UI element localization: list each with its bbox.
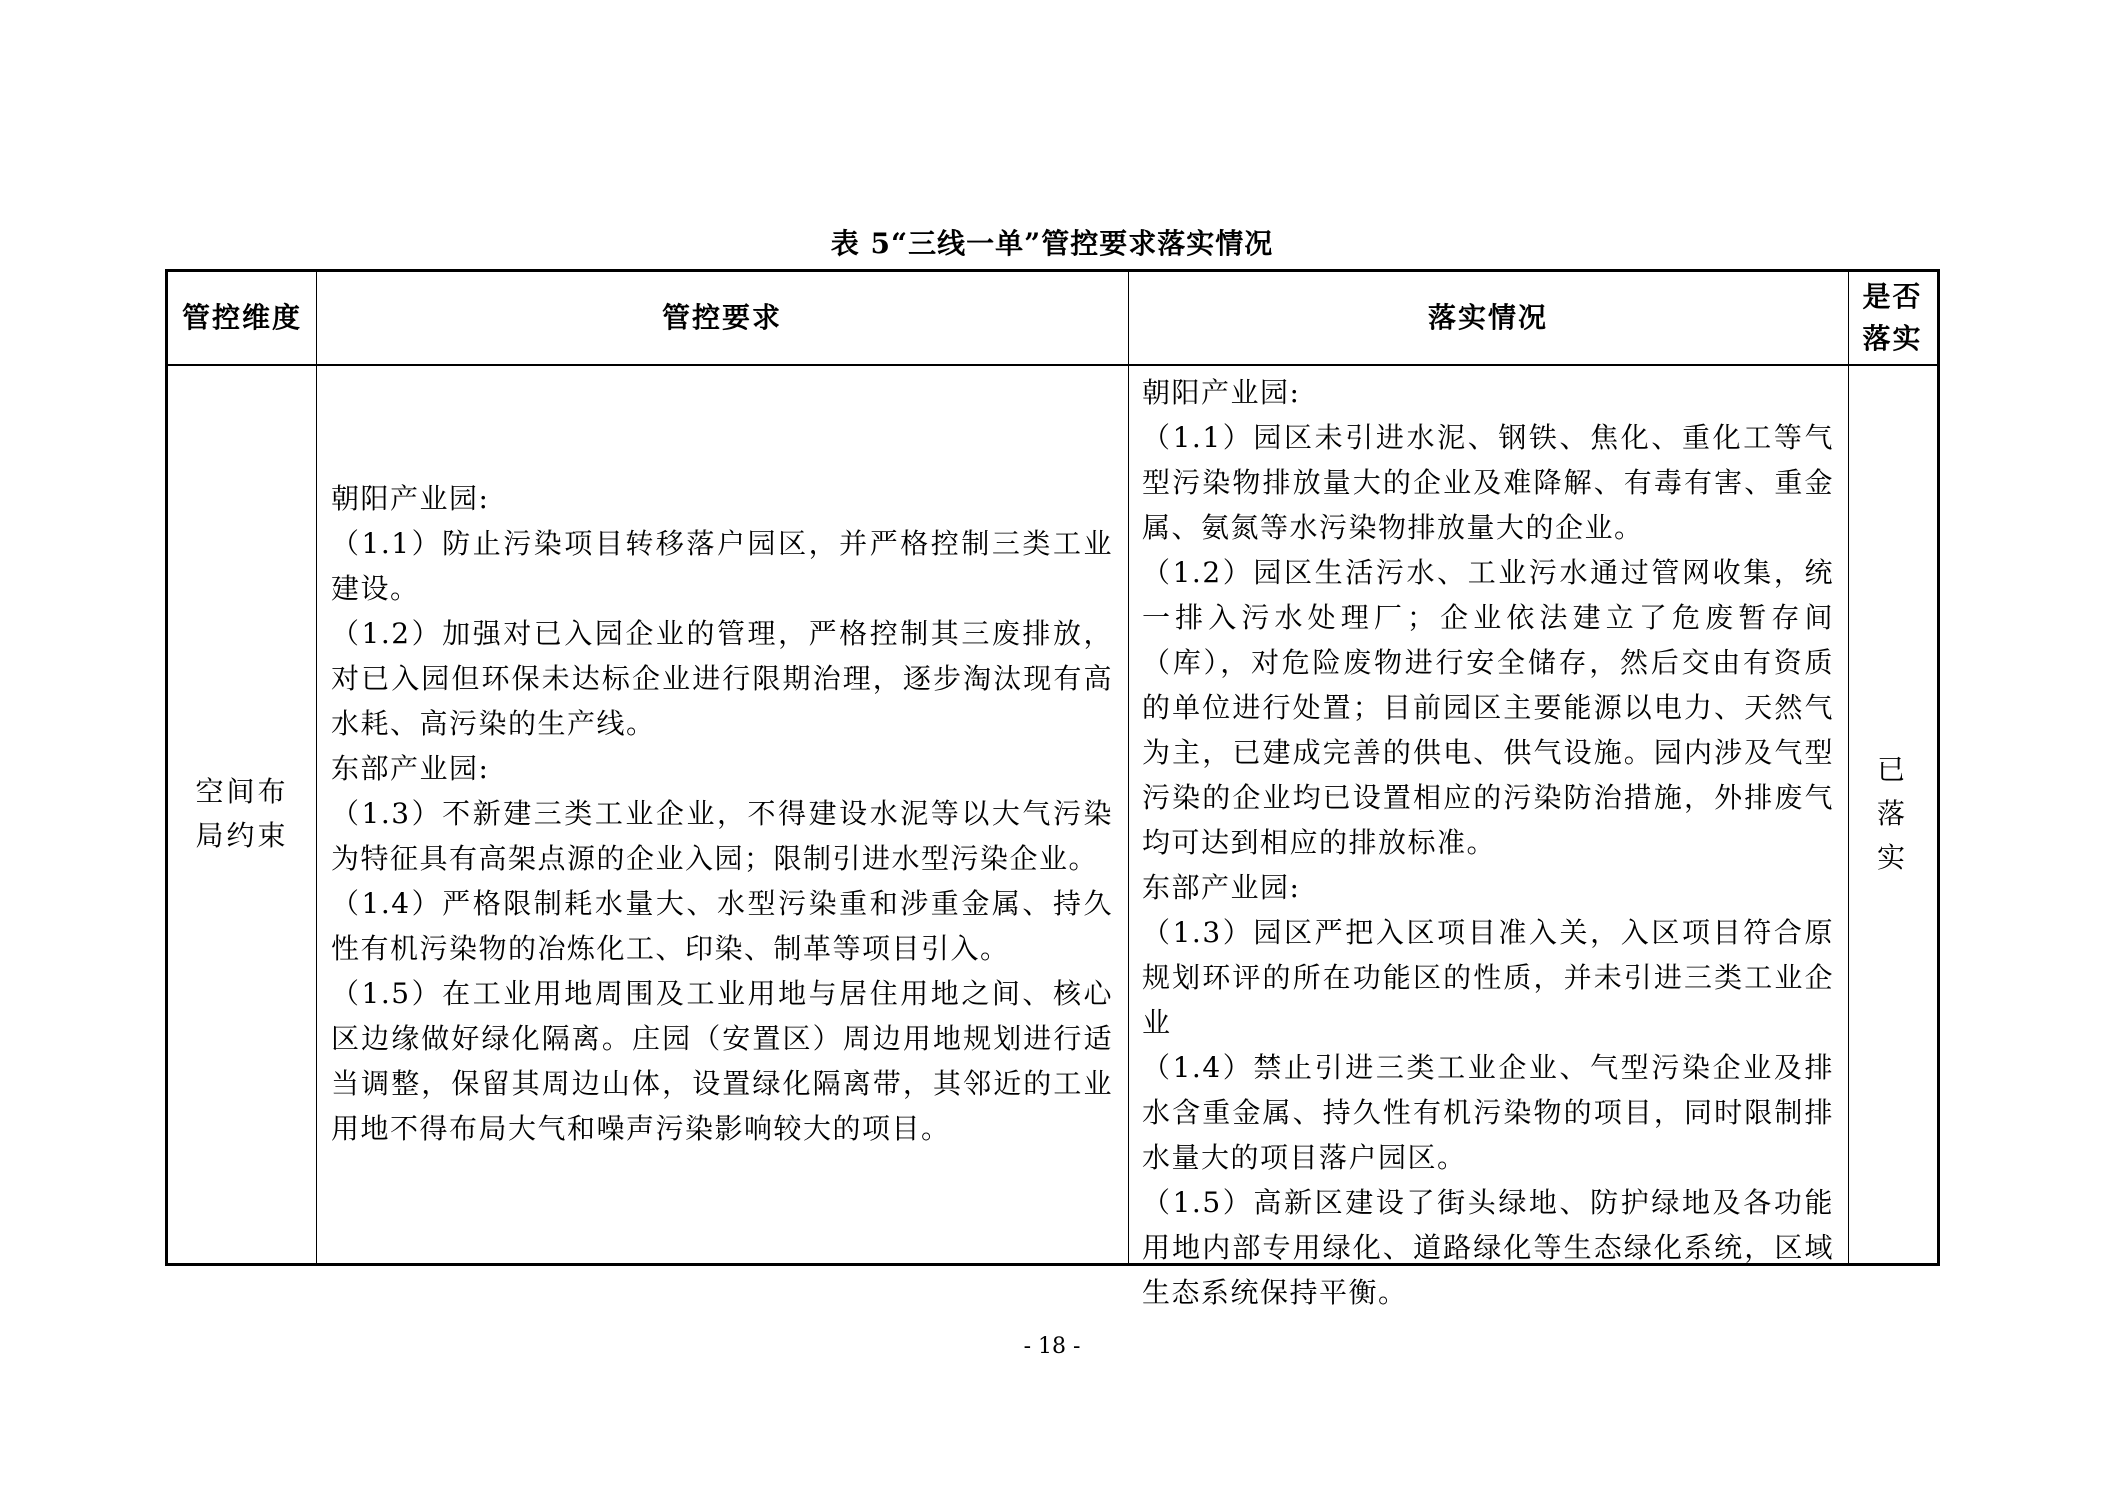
- table-title: 表 5“三线一单”管控要求落实情况: [830, 227, 1274, 260]
- dimension-text: 空间布局约束: [195, 774, 289, 852]
- requirement-item: （1.1）防止污染项目转移落户园区，并严格控制三类工业建设。: [331, 527, 1113, 605]
- control-requirements-table: [165, 269, 1940, 1309]
- implementation-item: （1.5）高新区建设了街头绿地、防护绿地及各功能用地内部专用绿化、道路绿化等生态绿化系统，区域生态系统保持平衡。: [1142, 1186, 1834, 1309]
- header-status-line2: 落实: [1862, 322, 1923, 355]
- header-status-line1: 是否: [1862, 280, 1923, 313]
- requirement-item: （1.3）不新建三类工业企业，不得建设水泥等以大气污染为特征具有高架点源的企业入园；限制引进水型污染企业。: [331, 797, 1113, 875]
- requirement-heading-chaoyang: 朝阳产业园:: [331, 482, 490, 515]
- implementation-heading-dongbu: 东部产业园:: [1142, 871, 1301, 904]
- cell-dimension: [168, 364, 316, 1263]
- header-requirement: 管控要求: [661, 301, 782, 334]
- implementation-item: （1.2）园区生活污水、工业污水通过管网收集，统一排入污水处理厂；企业依法建立了危废暂存间（库），对危险废物进行安全储存，然后交由有资质的单位进行处置；目前园区主要能源以电力、天然气为主，已建成完善的供电、供气设施。园内涉及气型污染的企业均已设置相应的污染防治措施，外排废气均可达到相应的排放标准。: [1142, 556, 1834, 859]
- implementation-heading-chaoyang: 朝阳产业园:: [1142, 376, 1301, 409]
- cell-implementation: [1128, 364, 1848, 1309]
- header-dimension: 管控维度: [181, 301, 302, 334]
- page-number: - 18 -: [1023, 1334, 1081, 1359]
- requirement-item: （1.2）加强对已入园企业的管理，严格控制其三废排放，对已入园但环保未达标企业进行限期治理，逐步淘汰现有高水耗、高污染的生产线。: [331, 617, 1113, 740]
- status-text: 已落实: [1876, 752, 1908, 874]
- implementation-item: （1.4）禁止引进三类工业企业、气型污染企业及排水含重金属、持久性有机污染物的项目，同时限制排水量大的项目落户园区。: [1142, 1051, 1834, 1174]
- cell-status: [1848, 364, 1937, 1263]
- implementation-item: （1.1）园区未引进水泥、钢铁、焦化、重化工等气型污染物排放量大的企业及难降解、有毒有害、重金属、氨氮等水污染物排放量大的企业。: [1142, 421, 1834, 544]
- implementation-item: （1.3）园区严把入区项目准入关，入区项目符合原规划环评的所在功能区的性质，并未引进三类工业企业: [1142, 916, 1834, 1039]
- requirement-heading-dongbu: 东部产业园:: [331, 752, 490, 785]
- requirement-item: （1.4）严格限制耗水量大、水型污染重和涉重金属、持久性有机污染物的冶炼化工、印染、制革等项目引入。: [331, 887, 1113, 965]
- header-implementation: 落实情况: [1427, 301, 1548, 334]
- requirement-item: （1.5）在工业用地周围及工业用地与居住用地之间、核心区边缘做好绿化隔离。庄园（安置区）周边用地规划进行适当调整，保留其周边山体，设置绿化隔离带，其邻近的工业用地不得布局大气和噪声污染影响较大的项目。: [331, 977, 1113, 1145]
- cell-requirement: [316, 364, 1128, 1263]
- header-status: [1848, 272, 1937, 364]
